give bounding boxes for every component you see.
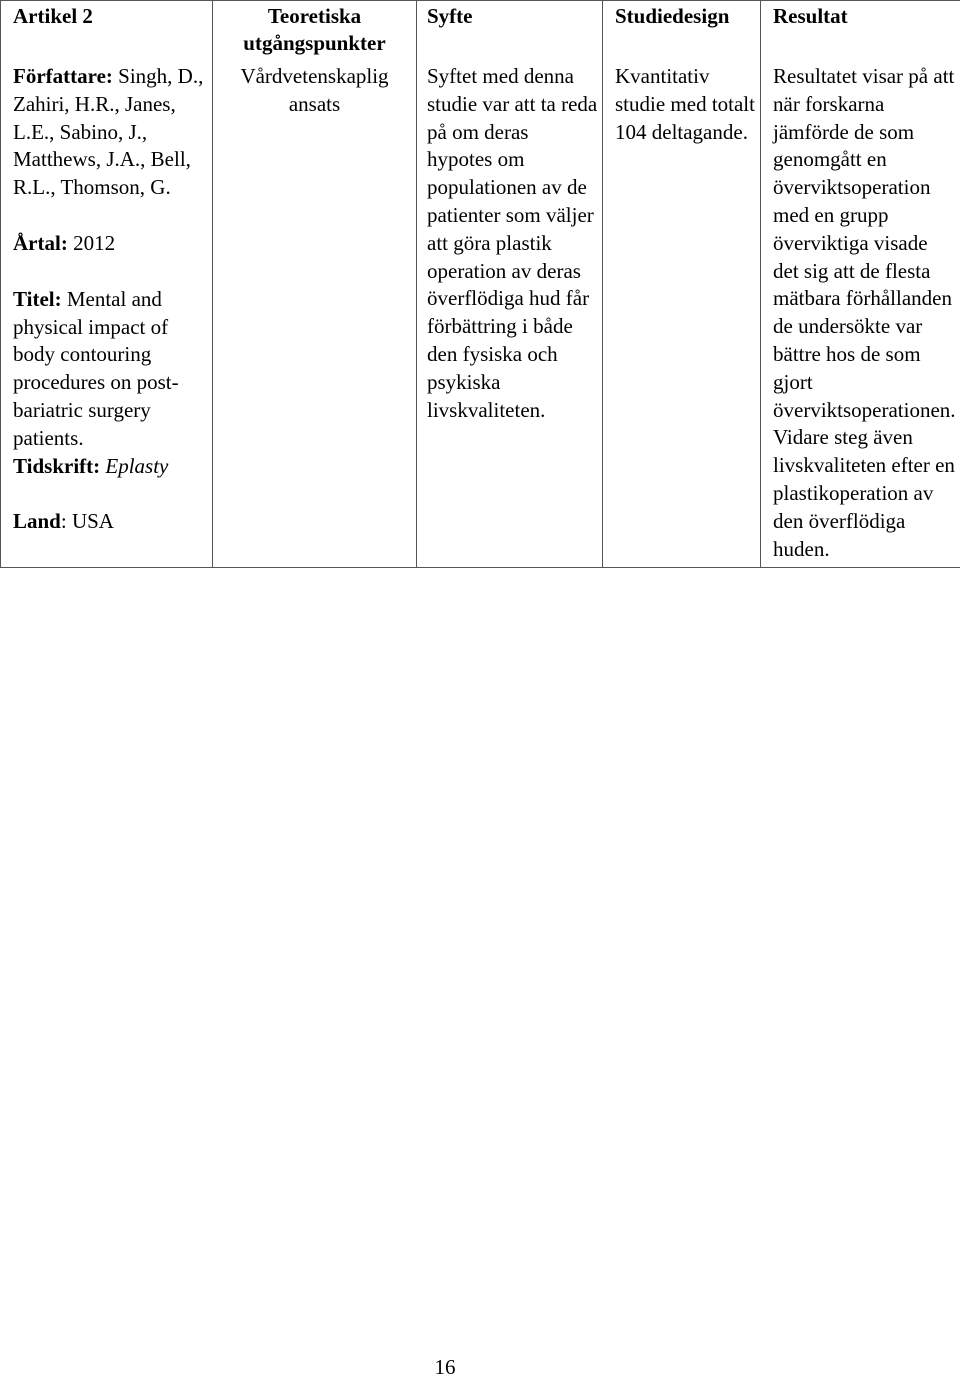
article-info-cell xyxy=(1,61,213,568)
title-line xyxy=(13,286,208,453)
country-value: : USA xyxy=(61,509,114,533)
journal-value: Eplasty xyxy=(105,454,168,478)
year-value: 2012 xyxy=(73,231,115,255)
article-summary-table xyxy=(0,0,960,568)
result-cell xyxy=(761,61,960,568)
country-line xyxy=(13,508,208,536)
header-syfte: Syfte xyxy=(417,1,603,62)
purpose-text: Syftet med denna studie var att ta reda på om deras hypotes om populationen av de patienter som väljer att göra plastik operation av deras överflödiga hud får förbättring i både den fysiska och psykiska livskvaliteten. xyxy=(427,63,598,424)
header-artikel: Artikel 2 xyxy=(1,1,213,62)
page-number: 16 xyxy=(0,1354,890,1382)
authors-label: Författare: xyxy=(13,64,113,88)
result-text: Resultatet visar på att när forskarna jämförde de som genomgått en överviktsoperation med en grupp överviktiga visade det sig att de flesta mätbara förhållanden de undersökte var bättre hos de som gjort överviktsoperationen. Vidare steg även livskvaliteten efter en plastikoperation av den överflödiga huden. xyxy=(773,63,956,563)
header-studiedesign: Studiedesign xyxy=(603,1,761,62)
table-row xyxy=(1,61,960,568)
country-label: Land xyxy=(13,509,61,533)
theory-text: Vårdvetenskaplig ansats xyxy=(217,63,412,119)
design-cell xyxy=(603,61,761,568)
purpose-cell xyxy=(417,61,603,568)
table-header-row xyxy=(1,1,960,62)
design-text: Kvantitativ studie med totalt 104 deltagande. xyxy=(615,63,756,146)
header-resultat: Resultat xyxy=(761,1,960,62)
year-label: Årtal: xyxy=(13,231,68,255)
theory-cell xyxy=(213,61,417,568)
title-label: Titel: xyxy=(13,287,62,311)
year-line xyxy=(13,230,208,258)
journal-label: Tidskrift: xyxy=(13,454,100,478)
title-value: Mental and physical impact of body contouring procedures on post-bariatric surgery patients. xyxy=(13,287,179,450)
header-teoretiska-utgangspunkter: Teoretiska utgångspunkter xyxy=(213,1,417,62)
authors-line xyxy=(13,63,208,202)
authors-value: Singh, D., Zahiri, H.R., Janes, L.E., Sabino, J., Matthews, J.A., Bell, R.L., Thomson, G. xyxy=(13,64,203,199)
journal-line xyxy=(13,453,208,481)
